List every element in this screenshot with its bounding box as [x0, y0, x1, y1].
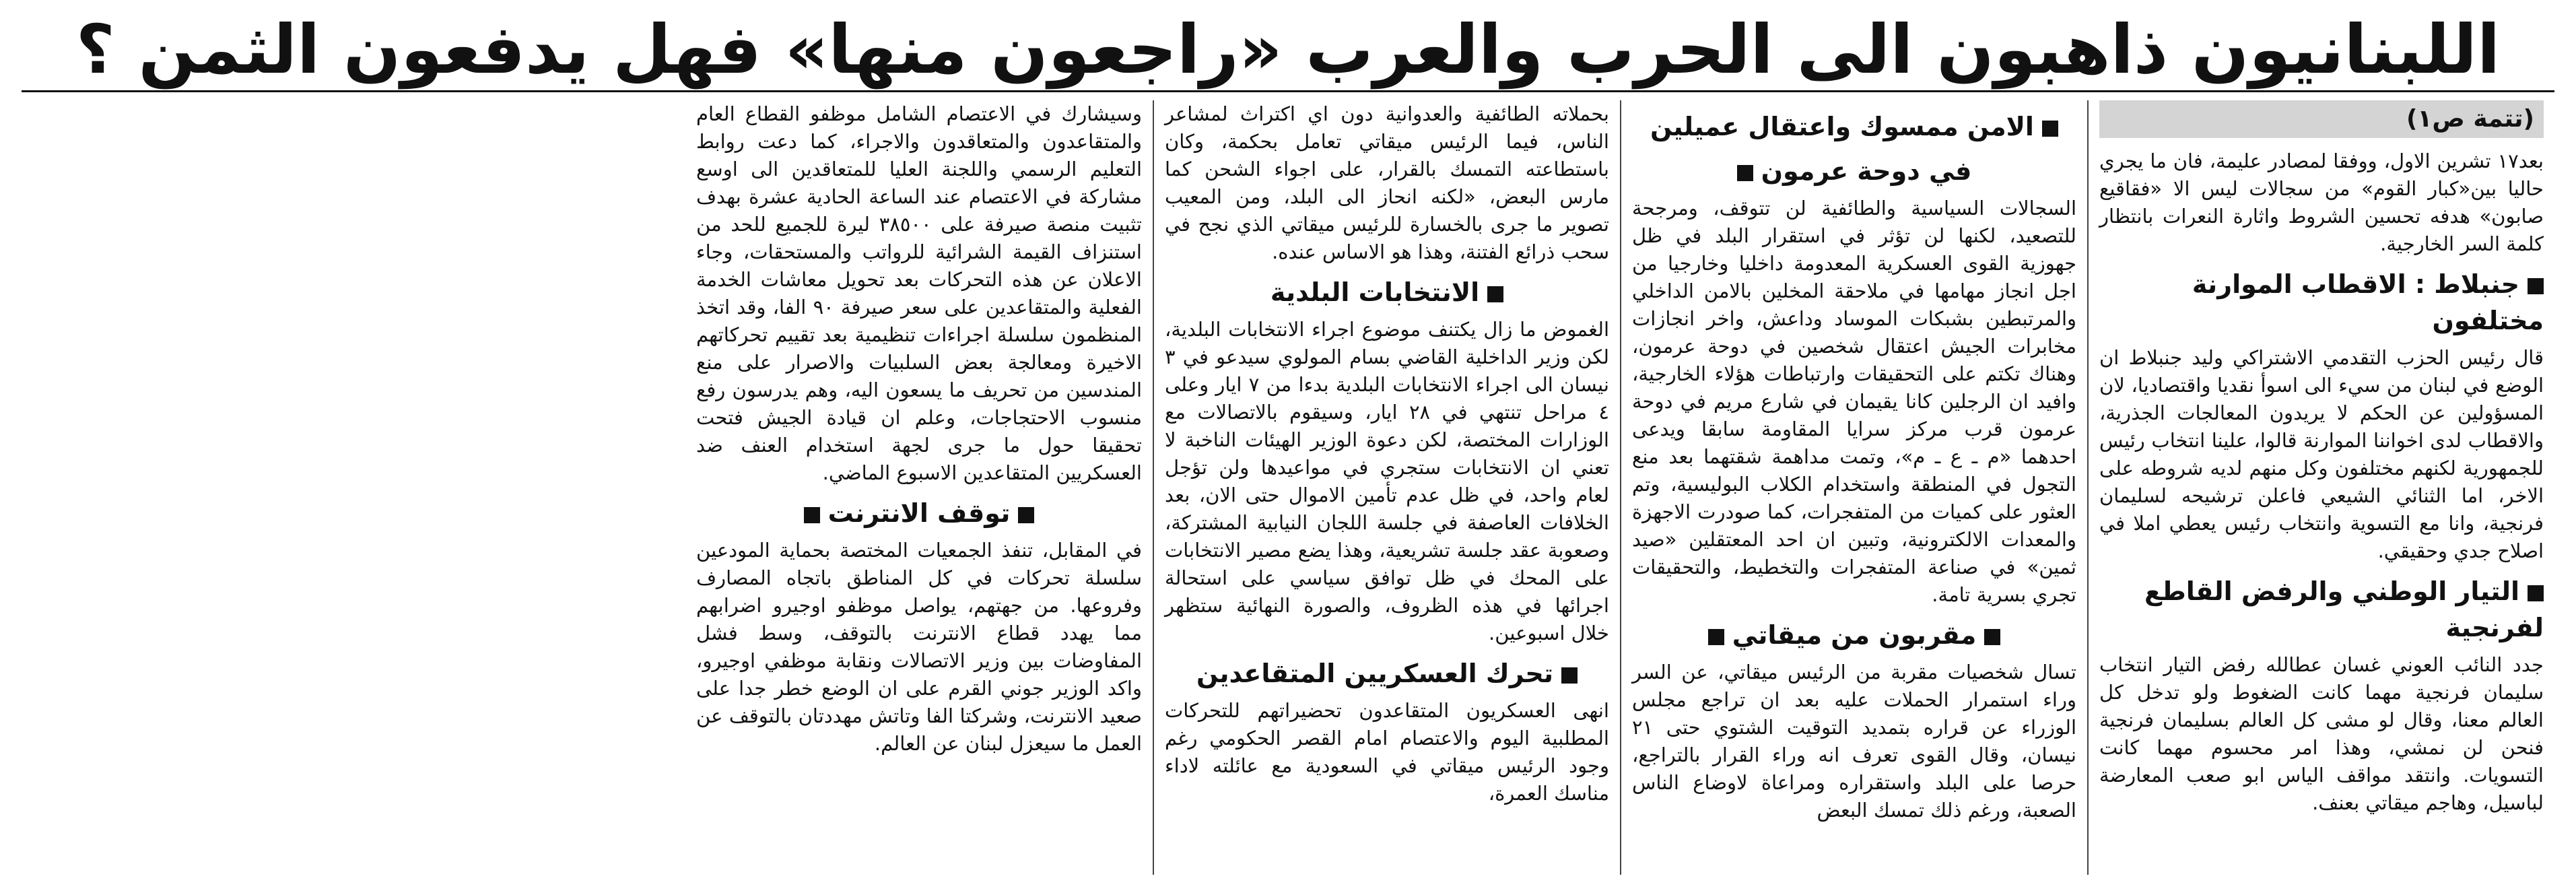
col3-subhead-1 [1165, 274, 1609, 310]
col2-subhead-1a [1632, 108, 2076, 145]
square-bullet-icon [804, 507, 820, 523]
square-bullet-icon [1708, 629, 1724, 645]
col1-subhead-2-text: التيار الوطني والرفض القاطع لفرنجية [2144, 576, 2544, 642]
col1-intro: بعد١٧ تشرين الاول، ووفقا لمصادر عليمة، فان ما يجري حاليا بين«كبار القوم» من سجالات ليس الا «فقاقيع صابون» هدفه تحسين الشروط واثارة النعرات بانتظار كلمة السر الخارجية. [2099, 150, 2544, 255]
square-bullet-icon [1737, 165, 1753, 181]
col3-paragraph-1: الغموض ما زال يكتنف موضوع اجراء الانتخابات البلدية، لكن وزير الداخلية القاضي بسام المولوي سيدعو في ٣ نيسان الى اجراء الانتخابات البلدية بدءا من ٧ ايار وعلى ٤ مراحل تنتهي في ٢٨ ايار، وسيقوم بالاتصالات مع الوزارات المختصة، لكن دعوة الوزير الهيئات الناخبة لا تعني ان الانتخابات ستجري في مواعيدها ولن تؤجل لعام واحد، في ظل عدم تأمين الاموال حتى الان، بعد الخلافات العاصفة في جلسة اللجان النيابية المشتركة، وصعوبة عقد جلسة تشريعية، وهذا يضع مصير الانتخابات على المحك في ظل توافق سياسي على استحالة اجرائها في هذه الظروف، والصورة النهائية ستظهر خلال اسبوعين. [1165, 318, 1609, 644]
article-columns [22, 100, 2554, 875]
square-bullet-icon [1984, 629, 2000, 645]
column-2 [1620, 100, 2087, 875]
square-bullet-icon [1561, 667, 1578, 684]
square-bullet-icon [1487, 286, 1503, 302]
col3-paragraph-0: بحملاته الطائفية والعدوانية دون اي اكتراث لمشاعر الناس، فيما الرئيس ميقاتي تعامل بحكمة، وكان باستطاعته التمسك بالقرار، على اجواء الشحن كما مارس البعض، «لكنه انحاز الى البلد، ومن المعيب تصوير ما جرى بالخسارة للرئيس ميقاتي الذي نجح في سحب ذرائع الفتنة، وهذا هو الاساس عنده. [1165, 102, 1609, 263]
col3-paragraph-2: انهى العسكريون المتقاعدون تحضيراتهم للتحركات المطلبية اليوم والاعتصام امام القصر الحكومي رغم وجود الرئيس ميقاتي في السعودية مع عائلته لاداء مناسك العمرة، [1165, 699, 1609, 805]
col2-paragraph-2: تسال شخصيات مقربة من الرئيس ميقاتي، عن السر وراء استمرار الحملات عليه بعد ان تراجع مجلس الوزراء عن قراره بتمديد التوقيت الشتوي حتى ٢١ نيسان، وقال القوى تعرف انه وراء القرار بالتراجع، حرصا على البلد واستقراره ومراعاة لاوضاع الناس الصعبة، ورغم ذلك تمسك البعض [1632, 661, 2076, 822]
col4-subhead-1-text: توقف الانترنت [827, 498, 1011, 528]
col2-paragraph-1: السجالات السياسية والطائفية لن تتوقف، ومرجحة للتصعيد، لكنها لن تؤثر في استقرار البلد في ظل جهوزية القوى العسكرية المعدومة داخليا وخارجيا من اجل انجاز مهامها في ملاحقة المخلين بالامن الداخلي والمرتبطين بشبكات الموساد وداعش، واخر انجازات مخابرات الجيش اعتقال شخصين في دوحة عرمون، وهناك تكتم على التحقيقات وارتباطات هؤلاء الخارجية، وافيد ان الرجلين كانا يقيمان في شارع مريم في دوحة عرمون قرب مركز سرايا المقاومة سابقا ويدعى احدهما «م ـ ع ـ م»، وتمت مداهمة شقتهما بعد منع التجول في المنطقة واستخدام الكلاب البوليسية، وتم العثور على كميات من المتفجرات، كما صودرت الاجهزة والمعدات الالكترونية، وتبين ان احد المعتقلين «صيد ثمين» في صناعة المتفجرات والتخطيط، والتحقيقات تجري بسرية تامة. [1632, 197, 2076, 606]
col1-subhead-2 [2099, 573, 2544, 646]
col2-subhead-1b [1632, 153, 2076, 189]
square-bullet-icon [2042, 121, 2058, 137]
col1-subhead-1 [2099, 266, 2544, 339]
col3-subhead-2-text: تحرك العسكريين المتقاعدين [1196, 659, 1553, 688]
col1-paragraph-1: قال رئيس الحزب التقدمي الاشتراكي وليد جنبلاط ان الوضع في لبنان من سيء الى اسوأ نقديا واقتصاديا، لان المسؤولين عن الحكم لا يريدون المعالجات الجذرية، والاقطاب لدى اخواننا الموارنة قالوا، علينا انتخاب رئيس للجمهورية لكنهم مختلفون وكل منهم لديه شروطه على الاخر، اما الثنائي الشيعي فاعلن ترشيحه لسليمان فرنجية، وانا مع التسوية وانتخاب رئيس يعطي املا في اصلاح جدي وحقيقي. [2099, 346, 2544, 562]
col1-subhead-1-text: جنبلاط : الاقطاب الموارنة مختلفون [2192, 269, 2544, 335]
col2-subhead-2-text: مقربون من ميقاتي [1732, 620, 1977, 650]
col4-paragraph-0: وسيشارك في الاعتصام الشامل موظفو القطاع العام والمتقاعدون والمتعاقدون والاجراء، كما دعت روابط التعليم الرسمي واللجنة العليا للمتعاقدين الى اوسع مشاركة في الاعتصام عند الساعة الحادية عشرة بهدف تثبيت منصة صيرفة على ٣٨٥٠٠ ليرة للجميع للحد من استنزاف القيمة الشرائية للرواتب والمستحقات، وجاء الاعلان عن هذه التحركات بعد تحويل معاشات الخدمة الفعلية والمتقاعدين على سعر صيرفة ٩٠ الفا، وقد اتخذ المنظمون سلسلة اجراءات تنظيمية بعد تقييم تحركاتهم الاخيرة ومعالجة بعض السلبيات والاصرار على منع المندسين من تحريف ما يسعون اليه، وهم يدرسون رفع منسوب الاحتجاجات، وعلم ان قيادة الجيش فتحت تحقيقا حول ما جرى لجهة استخدام العنف ضد العسكريين المتقاعدين الاسبوع الماضي. [696, 102, 1142, 484]
col2-subhead-1b-text: في دوحة عرمون [1761, 156, 1972, 186]
column-1 [2087, 100, 2554, 875]
col4-subhead-1 [696, 495, 1142, 531]
col3-subhead-1-text: الانتخابات البلدية [1270, 277, 1480, 307]
column-4 [685, 100, 1153, 875]
col1-paragraph-2: جدد النائب العوني غسان عطالله رفض التيار انتخاب سليمان فرنجية مهما كانت الضغوط ولو تدخل كل العالم معنا، وقال لو مشى كل العالم بسليمان فرنجية فنحن لن نمشي، وهذا امر محسوم مهما كانت التسويات. وانتقد مواقف الياس ابو صعب المعارضة لباسيل، وهاجم ميقاتي بعنف. [2099, 653, 2544, 814]
square-bullet-icon [2528, 278, 2544, 294]
column-3 [1153, 100, 1620, 875]
col4-paragraph-1: في المقابل، تنفذ الجمعيات المختصة بحماية المودعين سلسلة تحركات في كل المناطق باتجاه المصارف وفروعها. من جهتهم، يواصل موظفو اوجيرو اضرابهم مما يهدد قطاع الانترنت بالتوقف، وسط فشل المفاوضات بين وزير الاتصالات ونقابة موظفي اوجيرو، واكد الوزير جوني القرم على ان الوضع خطر جدا على صعيد الانترنت، وشركتا الفا وتاتش مهددتان بالتوقف عن العمل ما سيعزل لبنان عن العالم. [696, 539, 1142, 755]
col2-subhead-1a-text: الامن ممسوك واعتقال عميلين [1650, 112, 2034, 141]
col3-subhead-2 [1165, 655, 1609, 692]
continuation-label: (تتمة ص١) [2099, 100, 2544, 138]
headline: اللبنانيون ذاهبون الى الحرب والعرب «راجعون منها» فهل يدفعون الثمن ؟ [22, 9, 2554, 92]
square-bullet-icon [2528, 585, 2544, 601]
col2-subhead-2 [1632, 617, 2076, 653]
square-bullet-icon [1018, 507, 1034, 523]
